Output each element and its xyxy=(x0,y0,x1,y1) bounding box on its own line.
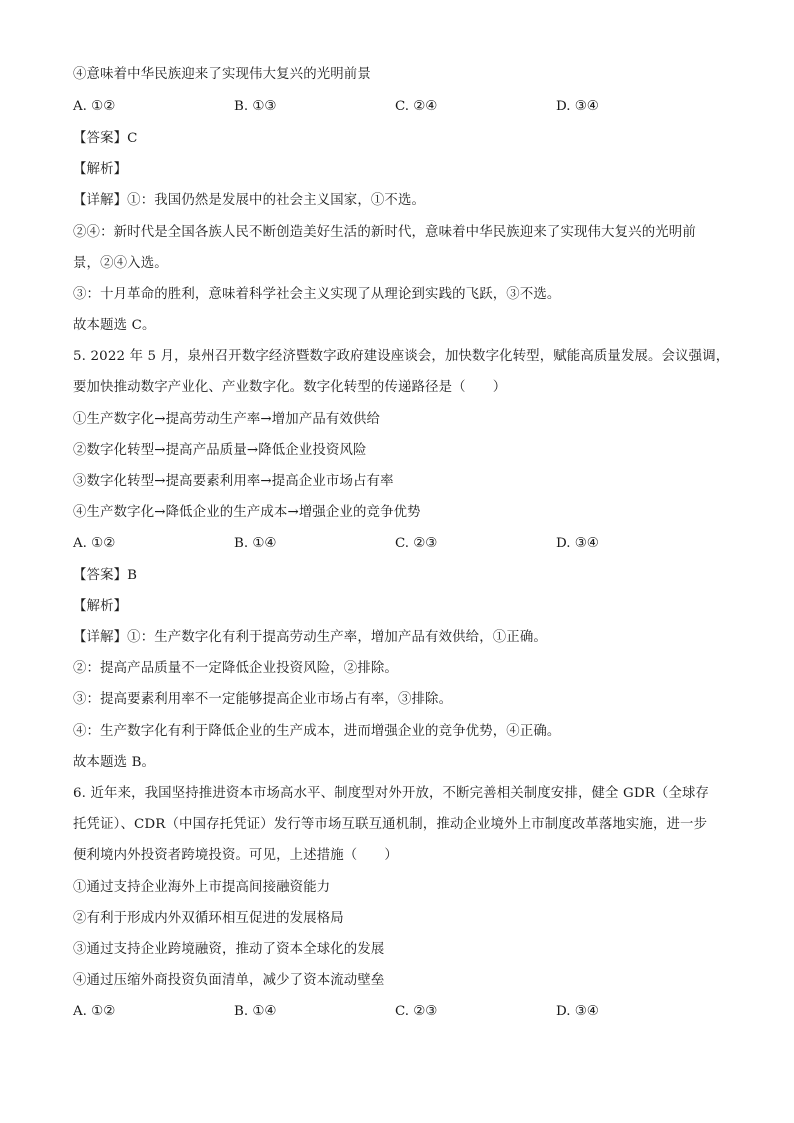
q5-explain-line: 【详解】①：生产数字化有利于提高劳动生产率，增加产品有效供给，①正确。 xyxy=(73,630,547,645)
q5-statement-1: ①生产数字化→提高劳动生产率→增加产品有效供给 xyxy=(73,412,381,427)
q5-answer: 【答案】B xyxy=(73,568,138,583)
q4-option-b: B. ①③ xyxy=(234,99,277,114)
q6-statement-1: ①通过支持企业海外上市提高间接融资能力 xyxy=(73,880,331,895)
q5-analysis-label: 【解析】 xyxy=(73,599,128,614)
q4-explain-line: ②④：新时代是全国各族人民不断创造美好生活的新时代，意味着中华民族迎来了实现伟大复兴的光明前 xyxy=(73,225,696,240)
q6-statement-3: ③通过支持企业跨境融资，推动了资本全球化的发展 xyxy=(73,942,385,957)
q6-statement-4: ④通过压缩外商投资负面清单，减少了资本流动壁垒 xyxy=(73,973,385,988)
q5-statement-3: ③数字化转型→提高要素利用率→提高企业市场占有率 xyxy=(73,474,394,489)
q4-option-c: C. ②④ xyxy=(395,99,438,114)
q4-conclusion: 故本题选 C。 xyxy=(73,318,156,333)
q6-option-c: C. ②③ xyxy=(395,1004,438,1019)
q5-statement-2: ②数字化转型→提高产品质量→降低企业投资风险 xyxy=(73,443,367,458)
q4-answer: 【答案】C xyxy=(73,131,138,146)
q6-option-d: D. ③④ xyxy=(556,1004,599,1019)
q4-explain-line: 【详解】①：我国仍然是发展中的社会主义国家，①不选。 xyxy=(73,193,426,208)
q6-option-b: B. ①④ xyxy=(234,1004,277,1019)
q5-option-a: A. ①② xyxy=(73,536,116,551)
q5-conclusion: 故本题选 B。 xyxy=(73,755,156,770)
q6-stem-line: 便利境内外投资者跨境投资。可见，上述措施（ ） xyxy=(73,848,398,863)
q4-explain-line: 景，②④入选。 xyxy=(73,256,168,271)
q4-statement-4: ④意味着中华民族迎来了实现伟大复兴的光明前景 xyxy=(73,67,371,82)
q5-stem-line: 要加快推动数字产业化、产业数字化。数字化转型的传递路径是（ ） xyxy=(73,380,507,395)
q6-stem-line: 6. 近年来，我国坚持推进资本市场高水平、制度型对外开放，不断完善相关制度安排，健全 GDR（全球存 xyxy=(73,786,710,801)
q5-option-c: C. ②③ xyxy=(395,536,438,551)
q6-statement-2: ②有利于形成内外双循环相互促进的发展格局 xyxy=(73,911,344,926)
q5-option-d: D. ③④ xyxy=(556,536,599,551)
q4-analysis-label: 【解析】 xyxy=(73,162,128,177)
q5-explain-line: ③：提高要素利用率不一定能够提高企业市场占有率，③排除。 xyxy=(73,692,453,707)
q5-explain-line: ④：生产数字化有利于降低企业的生产成本，进而增强企业的竞争优势，④正确。 xyxy=(73,724,561,739)
q4-option-a: A. ①② xyxy=(73,99,116,114)
q5-explain-line: ②：提高产品质量不一定降低企业投资风险，②排除。 xyxy=(73,661,398,676)
q6-option-a: A. ①② xyxy=(73,1004,116,1019)
q4-option-d: D. ③④ xyxy=(556,99,599,114)
q6-stem-line: 托凭证）、CDR（中国存托凭证）发行等市场互联互通机制，推动企业境外上市制度改革落地实施，进一步 xyxy=(73,817,708,832)
q5-option-b: B. ①④ xyxy=(234,536,277,551)
q5-stem-line: 5. 2022 年 5 月，泉州召开数字经济暨数字政府建设座谈会，加快数字化转型，赋能高质量发展。会议强调， xyxy=(73,349,730,364)
q5-statement-4: ④生产数字化→降低企业的生产成本→增强企业的竞争优势 xyxy=(73,505,421,520)
q4-explain-line: ③：十月革命的胜利，意味着科学社会主义实现了从理论到实践的飞跃，③不选。 xyxy=(73,287,561,302)
